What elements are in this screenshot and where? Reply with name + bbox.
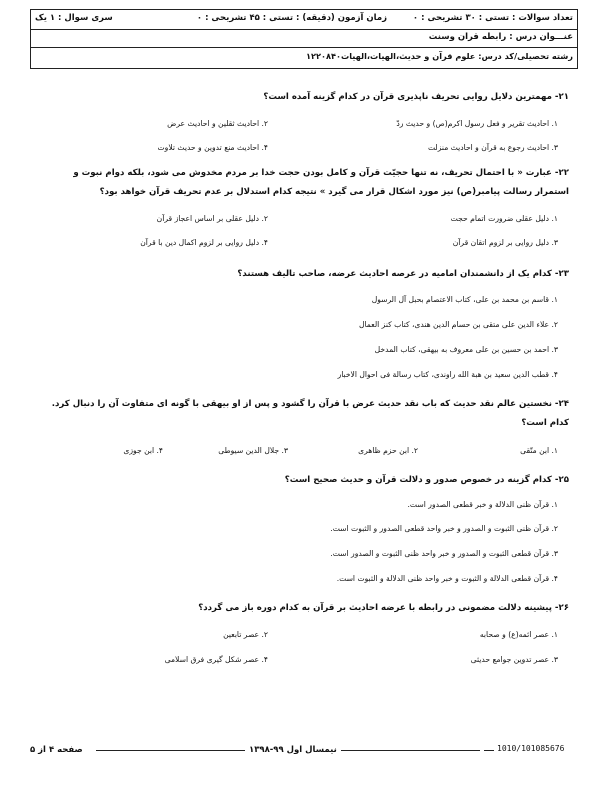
exam-header xyxy=(30,9,578,69)
field-course-code: رشته تحصیلی/کد درس: علوم قرآن و حدیث،الهیات،الهیات۱۲۲۰۸۴۰ xyxy=(306,51,573,61)
header-row-2 xyxy=(31,29,577,47)
exam-code: 1010/101085676 xyxy=(497,744,565,753)
question-series: سری سوال : ۱ یک xyxy=(35,13,113,23)
question-21: ۲۱- مهمترین دلایل روایی تحریف ناپذیری قرآن در کدام گزینه آمده است؟ xyxy=(263,92,569,102)
q24-option-1[interactable]: ۱. ابن متّقی xyxy=(520,446,558,455)
q24-option-4[interactable]: ۴. ابن جوزی xyxy=(123,446,163,455)
question-25: ۲۵- کدام گزینه در خصوص صدور و دلالت قرآن و حدیث صحیح است؟ xyxy=(284,475,569,485)
q21-option-3[interactable]: ۳. احادیث رجوع به قرآن و احادیث منزلت xyxy=(427,143,558,152)
q21-option-2[interactable]: ۲. احادیث ثقلین و احادیث عرض xyxy=(167,119,268,128)
q25-option-1[interactable]: ۱. قرآن ظنی الدلالة و خبر قطعی الصدور است. xyxy=(407,500,558,509)
q25-option-2[interactable]: ۲. قرآن ظنی الثبوت و الصدور و خبر واحد قطعی الصدور و الثبوت است. xyxy=(330,524,558,533)
semester-term: نیمسال اول ۹۹-۱۳۹۸ xyxy=(245,745,341,755)
q24-option-2[interactable]: ۲. ابن حزم ظاهری xyxy=(358,446,418,455)
q22-option-2[interactable]: ۲. دلیل عقلی بر اساس اعجاز قرآن xyxy=(156,214,268,223)
q23-option-2[interactable]: ۲. علاء الدین علی متقی بن حسام الدین هندی، کتاب کنز العمال xyxy=(358,320,558,329)
question-24-line-2: کدام است؟ xyxy=(521,418,569,428)
q26-option-3[interactable]: ۳. عصر تدوین جوامع حدیثی xyxy=(470,655,558,664)
q25-option-4[interactable]: ۴. قرآن قطعی الدلالة و الثبوت و خبر واحد ظنی الدلالة و الثبوت است. xyxy=(336,574,558,583)
question-22-line-2: استمرار رسالت پیامبر(ص) نیز مورد اشکال قرار می گیرد » نتیجه کدام استدلال بر عدم تحریف قرآن خواهد بود؟ xyxy=(99,187,569,197)
course-title: عنـــوان درس : رابطه قران وسنت xyxy=(428,32,573,42)
question-22-line-1: ۲۲- عبارت « با احتمال تحریف، نه تنها حجیّت قرآن و کامل بودن حجت خدا بر مردم مخدوش می شود، بلکه دوام نبوت و xyxy=(73,168,569,178)
q22-option-3[interactable]: ۳. دلیل روایی بر لزوم اتقان قرآن xyxy=(452,238,558,247)
q23-option-4[interactable]: ۴. قطب الدین سعید بن هبة الله راوندی، کتاب رسالة فی احوال الاخبار xyxy=(337,370,558,379)
q21-option-4[interactable]: ۴. احادیث منع تدوین و حدیث تلاوت xyxy=(157,143,268,152)
question-23: ۲۳- کدام یک از دانشمندان امامیه در عرصه احادیث عرضه، صاحب تالیف هستند؟ xyxy=(237,269,569,279)
footer-rule-right xyxy=(484,750,494,751)
q26-option-1[interactable]: ۱. عصر ائمه(ع) و صحابه xyxy=(479,630,558,639)
q25-option-3[interactable]: ۳. قرآن قطعی الثبوت و الصدور و خبر واحد ظنی الثبوت و الصدور است. xyxy=(330,549,558,558)
page-number: صفحه ۴ از ۵ xyxy=(30,745,83,755)
q24-option-3[interactable]: ۳. جلال الدین سیوطی xyxy=(218,446,288,455)
q23-option-3[interactable]: ۳. احمد بن حسین بن علی معروف به بیهقی، کتاب المدخل xyxy=(374,345,558,354)
q26-option-2[interactable]: ۲. عصر تابعین xyxy=(223,630,268,639)
q23-option-1[interactable]: ۱. قاسم بن محمد بن علی، کتاب الاعتصام بحبل آل الرسول xyxy=(371,295,558,304)
header-row-1 xyxy=(31,10,577,30)
header-row-3 xyxy=(31,47,577,68)
q22-option-4[interactable]: ۴. دلیل روایی بر لزوم اکمال دین با قرآن xyxy=(140,238,268,247)
q26-option-4[interactable]: ۴. عصر شکل گیری فرق اسلامی xyxy=(164,655,268,664)
exam-duration: زمان آزمون (دقیقه) : تستی : ۴۵ تشریحی : ۰ xyxy=(196,13,387,23)
question-24-line-1: ۲۴- نخستین عالم نقد حدیث که باب نقد حدیث عرض با قرآن را گشود و پس از او بیهقی با گونه ای متفاوت آن را دنبال کرد. xyxy=(51,399,569,409)
q22-option-1[interactable]: ۱. دلیل عقلی ضرورت اتمام حجت xyxy=(450,214,558,223)
question-count: تعداد سوالات : تستی : ۳۰ تشریحی : ۰ xyxy=(412,13,573,23)
question-26: ۲۶- پیشینه دلالت مضمونی در رابطه با عرضه احادیث بر قرآن به کدام دوره باز می گردد؟ xyxy=(198,603,569,613)
q21-option-1[interactable]: ۱. احادیث تقریر و فعل رسول اکرم(ص) و حدیث ردّ xyxy=(396,119,558,128)
